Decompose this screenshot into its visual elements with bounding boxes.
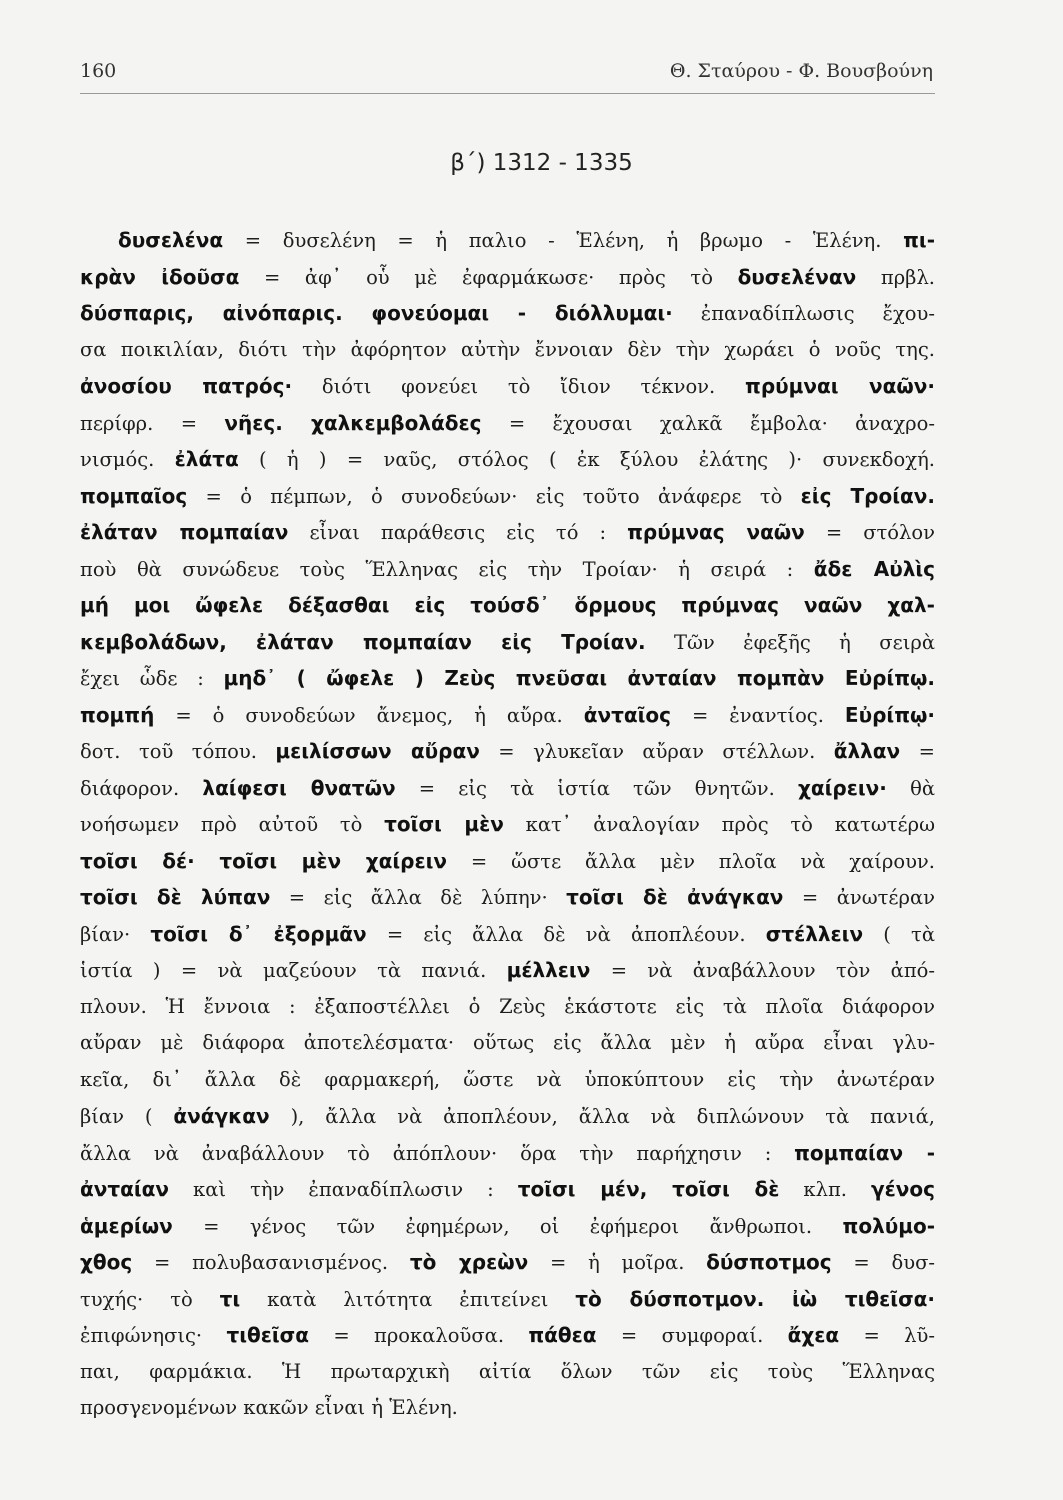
gloss-text: = προκαλοῦσα. — [308, 1324, 529, 1347]
lemma-text: τὸ χρεὼν — [409, 1250, 529, 1274]
gloss-text: προσγενομένων κακῶν εἶναι ἡ Ἑλένη. — [80, 1396, 458, 1419]
gloss-text: Τῶν ἐφεξῆς ἡ σειρὰ — [645, 630, 935, 654]
text-line — [80, 1062, 935, 1099]
lemma-text: ἀνάγκαν — [173, 1104, 270, 1128]
gloss-text: κατ᾽ ἀναλογίαν πρὸς τὸ κατωτέρω — [503, 813, 935, 836]
text-line — [80, 514, 935, 551]
text-line — [80, 1098, 935, 1135]
text-line — [80, 1208, 935, 1245]
lemma-text: ἀνοσίου πατρός· — [80, 374, 293, 398]
lemma-text: πομπή — [80, 702, 155, 727]
gloss-text: = — [900, 740, 935, 763]
lemma-text: τοῖσι δὲ λύπαν — [80, 885, 271, 909]
text-line — [80, 989, 935, 1026]
gloss-text: = ὥστε ἄλλα μὲν πλοῖα νὰ χαίρουν. — [447, 849, 935, 873]
lemma-text: μηδ᾽ ( ὤφελε ) Ζεὺς πνεῦσαι ἀνταίαν πομπὰν Εὐρίπῳ. — [223, 666, 935, 690]
lemma-text: δύσποτμος — [706, 1250, 832, 1274]
gloss-text: διότι φονεύει τὸ ἴδιον τέκνον. — [292, 375, 745, 398]
lemma-text: τοῖσι μέν, τοῖσι δὲ — [517, 1177, 780, 1201]
running-header — [80, 60, 933, 82]
gloss-text: = δυσελένη = ἡ παλιο - Ἑλένη, ἡ βρωμο - Ἑλένη. — [223, 229, 904, 252]
text-line — [80, 1025, 935, 1062]
lemma-text: τὸ δύσποτμον. ἰὼ τιθεῖσα· — [575, 1286, 936, 1311]
lemma-text: ἀνταῖος — [583, 702, 671, 727]
gloss-text: ποὺ θὰ συνώδευε τοὺς Ἕλληνας εἰς τὴν Τροίαν· ἡ σειρά : — [80, 557, 814, 581]
text-line — [80, 879, 935, 916]
text-line — [80, 1135, 935, 1172]
lemma-text: ἄχεα — [787, 1323, 840, 1347]
text-line — [80, 952, 935, 989]
text-line — [80, 295, 935, 332]
lemma-text: πομπαίαν - — [794, 1140, 935, 1165]
text-line — [80, 587, 935, 624]
gloss-text: νοήσωμεν πρὸ αὐτοῦ τὸ — [80, 813, 385, 836]
lemma-text: μέλλειν — [506, 958, 591, 982]
gloss-text: παι, φαρμάκια. Ἡ πρωταρχικὴ αἰτία ὅλων τῶν εἰς τοὺς Ἕλληνας — [80, 1359, 935, 1383]
gloss-text: διάφορον. — [80, 776, 203, 800]
text-line — [80, 624, 935, 661]
running-title: Θ. Σταύρου - Φ. Βουσβούνη — [669, 60, 933, 82]
gloss-text: = λῦ- — [839, 1324, 935, 1347]
gloss-text: = ἀφ᾽ οὗ μὲ ἐφαρμάκωσε· πρὸς τὸ — [239, 265, 738, 289]
gloss-text: καὶ τὴν ἐπαναδίπλωσιν : — [169, 1178, 518, 1201]
text-line — [80, 733, 935, 770]
gloss-text: πλουν. Ἡ ἔννοια : ἐξαποστέλλει ὁ Ζεὺς ἑκάστοτε εἰς τὰ πλοῖα διάφορον — [80, 994, 935, 1018]
text-line — [80, 222, 935, 259]
lemma-text: πολύμο- — [842, 1213, 935, 1238]
lemma-text: τοῖσι δὲ ἀνάγκαν — [566, 885, 784, 909]
lemma-text: μή μοι ὤφελε δέξασθαι εἰς τούσδ᾽ ὅρμους πρύμνας ναῶν χαλ- — [80, 593, 935, 617]
lemma-text: τοῖσι μὲν — [384, 812, 504, 836]
gloss-text: αὔραν μὲ διάφορα ἀποτελέσματα· οὕτως εἰς ἄλλα μὲν ἡ αὔρα εἶναι γλυ- — [80, 1031, 935, 1054]
gloss-text: δοτ. τοῦ τόπου. — [80, 740, 276, 763]
gloss-text: ἐπιφώνησις· — [80, 1324, 227, 1347]
gloss-text: θὰ — [886, 776, 936, 800]
gloss-text: περίφρ. = — [80, 411, 225, 435]
header-rule — [80, 93, 935, 94]
lemma-text: κεμβολάδων, ἐλάταν πομπαίαν εἰς Τροίαν. — [80, 629, 646, 654]
lemma-text: δύσπαρις, αἰνόπαρις. φονεύομαι - διόλλυμαι· — [80, 301, 673, 325]
gloss-text: = ὁ συνοδεύων ἄνεμος, ἡ αὔρα. — [154, 703, 584, 727]
gloss-text: = πολυβασανισμένος. — [132, 1251, 410, 1274]
gloss-text: ( τὰ — [863, 922, 936, 946]
lemma-text: γένος — [871, 1177, 935, 1201]
lemma-text: ἁμερίων — [80, 1213, 173, 1238]
gloss-text: = συμφοραί. — [596, 1324, 788, 1347]
gloss-text: = στόλον — [804, 521, 935, 544]
lemma-text: κρὰν ἰδοῦσα — [80, 264, 240, 289]
section-title: β΄) 1312 - 1335 — [450, 150, 633, 176]
lemma-text: ἀνταίαν — [80, 1177, 170, 1201]
gloss-text: ἔχει ὧδε : — [80, 667, 224, 690]
lemma-text: λαίφεσι θνατῶν — [202, 775, 396, 800]
gloss-text: ἐπαναδίπλωσις ἔχου- — [672, 302, 935, 325]
text-line — [80, 806, 935, 843]
gloss-text: κεῖα, δι᾽ ἄλλα δὲ φαρμακερή, ὥστε νὰ ὑποκύπτουν εἰς τὴν ἀνωτέραν — [80, 1067, 935, 1091]
gloss-text: = νὰ ἀναβάλλουν τὸν ἀπό- — [590, 959, 935, 982]
page-number: 160 — [80, 60, 117, 82]
gloss-text: = δυσ- — [831, 1251, 935, 1274]
gloss-text: = ἡ μοῖρα. — [528, 1251, 707, 1274]
commentary-text — [80, 222, 935, 1427]
gloss-text: εἶναι παράθεσις εἰς τό : — [288, 521, 628, 544]
lemma-text: χθος — [80, 1250, 133, 1274]
lemma-text: μειλίσσων αὔραν — [275, 739, 480, 763]
text-line — [80, 1281, 935, 1318]
lemma-text: πρύμνας ναῶν — [627, 520, 805, 544]
gloss-text: = ἐναντίος. — [670, 703, 845, 727]
text-line — [80, 478, 935, 515]
text-line — [80, 332, 935, 369]
lemma-text: νῆες. χαλκεμβολάδες — [224, 410, 482, 435]
lemma-text: τι — [219, 1286, 241, 1311]
gloss-text: βίαν· — [80, 922, 151, 946]
lemma-text: πάθεα — [528, 1323, 597, 1347]
gloss-text: = εἰς ἄλλα δὲ νὰ ἀποπλέουν. — [366, 922, 766, 946]
text-line — [80, 405, 935, 442]
text-line — [80, 770, 935, 807]
gloss-text: ἄλλα νὰ ἀναβάλλουν τὸ ἀπόπλουν· ὅρα τὴν παρήχησιν : — [80, 1141, 795, 1165]
lemma-text: Εὐρίπῳ· — [844, 702, 935, 727]
text-line — [80, 1171, 935, 1208]
text-line — [80, 1354, 935, 1391]
lemma-text: ἐλάταν πομπαίαν — [80, 520, 289, 544]
lemma-text: τοῖσι δ᾽ ἐξορμᾶν — [150, 921, 367, 946]
gloss-text: = ἔχουσαι χαλκᾶ ἔμβολα· ἀναχρο- — [481, 411, 935, 435]
gloss-text: σα ποικιλίαν, διότι τὴν ἀφόρητον αὐτὴν ἔννοιαν δὲν τὴν χωράει ὁ νοῦς της. — [80, 337, 935, 361]
gloss-text: ἱστία ) = νὰ μαζεύουν τὰ πανιά. — [80, 959, 507, 982]
text-line — [80, 259, 935, 296]
gloss-text: κατὰ λιτότητα ἐπιτείνει — [240, 1287, 576, 1311]
lemma-text: στέλλειν — [765, 921, 864, 946]
gloss-text: βίαν ( — [80, 1105, 174, 1128]
gloss-text: τυχής· τὸ — [80, 1287, 220, 1311]
text-line — [80, 1390, 935, 1427]
text-line — [80, 551, 935, 588]
lemma-text: ἄλλαν — [833, 739, 901, 763]
gloss-text: πρβλ. — [856, 265, 936, 289]
gloss-text: = γένος τῶν ἐφημέρων, οἱ ἐφήμεροι ἄνθρωποι. — [172, 1214, 843, 1238]
gloss-text: ), ἄλλα νὰ ἀποπλέουν, ἄλλα νὰ διπλώνουν τὰ πανιά, — [269, 1105, 935, 1128]
text-line — [80, 916, 935, 953]
gloss-text: ( ἡ ) = ναῦς, στόλος ( ἐκ ξύλου ἐλάτης )· συνεκδοχή. — [238, 448, 935, 471]
lemma-text: πομπαῖος — [80, 483, 188, 508]
text-line — [80, 441, 935, 478]
text-line — [80, 1317, 935, 1354]
lemma-text: χαίρειν· — [798, 775, 887, 800]
gloss-text: = εἰς ἄλλα δὲ λύπην· — [270, 886, 567, 909]
gloss-text: = ὁ πέμπων, ὁ συνοδεύων· εἰς τοῦτο ἀνάφερε τὸ — [187, 484, 801, 508]
text-line — [80, 1244, 935, 1281]
lemma-text: δυσελένα — [118, 228, 224, 252]
lemma-text: τοῖσι δέ· τοῖσι μὲν χαίρειν — [80, 848, 448, 873]
gloss-text: κλπ. — [779, 1178, 871, 1201]
gloss-text: = εἰς τὰ ἱστία τῶν θνητῶν. — [395, 776, 798, 800]
gloss-text: = γλυκεῖαν αὔραν στέλλων. — [479, 740, 834, 763]
text-line — [80, 697, 935, 734]
lemma-text: εἰς Τροίαν. — [800, 483, 935, 508]
lemma-text: δυσελέναν — [737, 264, 857, 289]
gloss-text: = ἀνωτέραν — [783, 886, 935, 909]
lemma-text: πρύμναι ναῶν· — [745, 374, 935, 398]
lemma-text: ἐλάτα — [174, 447, 239, 471]
lemma-text: τιθεῖσα — [226, 1323, 309, 1347]
lemma-text: ἄδε Αὐλὶς — [813, 556, 936, 581]
text-line — [80, 843, 935, 880]
gloss-text: νισμός. — [80, 448, 175, 471]
text-line — [80, 368, 935, 405]
lemma-text: πι- — [903, 228, 935, 252]
text-line — [80, 660, 935, 697]
